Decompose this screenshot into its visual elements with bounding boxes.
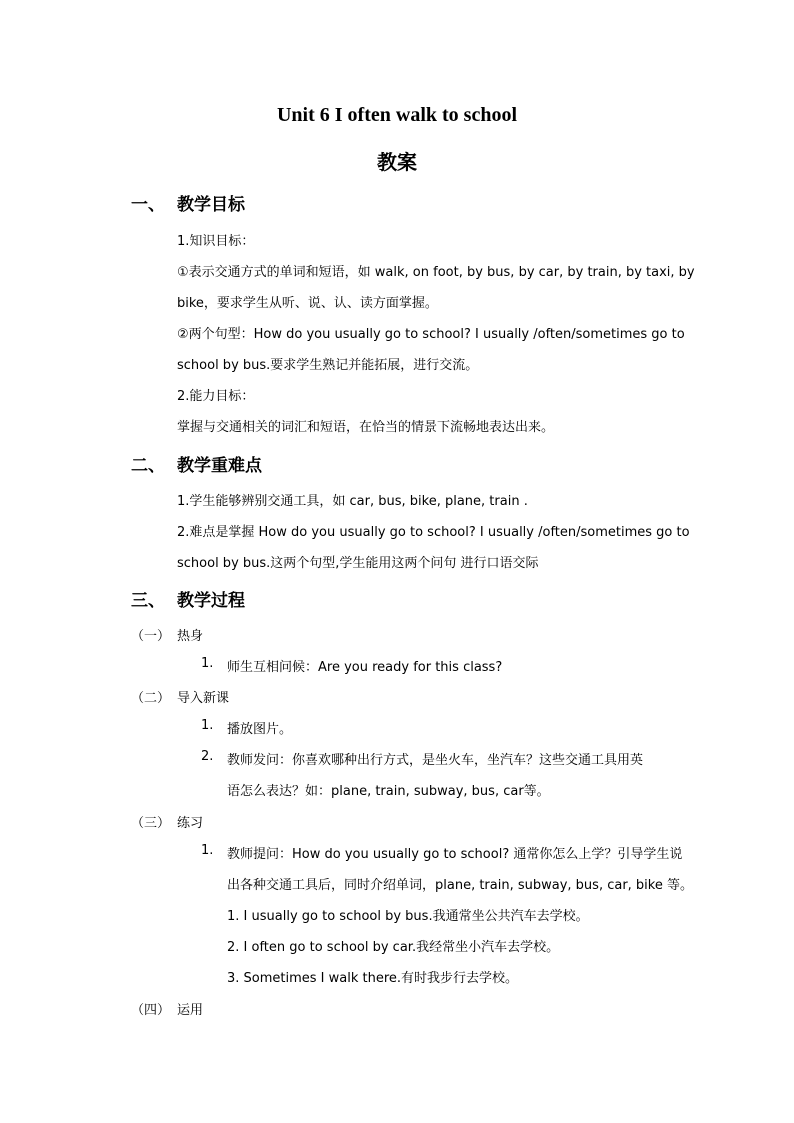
item-number: 1.: [201, 718, 214, 733]
item-text: 播放图片。: [227, 722, 293, 737]
subsection-title: 练习: [177, 816, 204, 831]
paragraph-line: 2.能力目标：: [177, 389, 255, 404]
subsection-title: 运用: [177, 1003, 204, 1018]
section-title: 教学过程: [177, 591, 245, 611]
subsection-warmup: [131, 625, 203, 644]
subsection-application: [131, 999, 203, 1018]
item-number: 1.: [201, 656, 214, 671]
paragraph-line: 1.学生能够辨别交通工具，如 car, bus, bike, plane, train .: [177, 494, 528, 509]
item-text: 教师发问：你喜欢哪种出行方式，是坐火车，坐汽车？这些交通工具用英: [227, 753, 644, 768]
subsection-practice: [131, 812, 203, 831]
item-number: 1.: [201, 843, 214, 858]
subsection-label: （四）: [131, 1003, 171, 1018]
example-sentence: 3. Sometimes I walk there.有时我步行去学校。: [227, 971, 519, 986]
example-sentence: 1. I usually go to school by bus.我通常坐公共汽车去学校。: [227, 909, 589, 924]
subsection-label: （一）: [131, 629, 171, 644]
section-number: 三、: [131, 591, 165, 611]
section-heading-objectives: [131, 190, 245, 215]
item-text: 师生互相问候：Are you ready for this class?: [227, 660, 503, 675]
paragraph-line: 1.知识目标：: [177, 234, 255, 249]
subsection-intro: [131, 687, 229, 706]
paragraph-line: school by bus.这两个句型,学生能用这两个问句 进行口语交际: [177, 556, 539, 571]
subsection-label: （三）: [131, 816, 171, 831]
list-item: [201, 749, 644, 768]
list-item: [201, 718, 293, 737]
paragraph-line: 掌握与交通相关的词汇和短语，在恰当的情景下流畅地表达出来。: [177, 420, 555, 435]
list-item: [201, 843, 683, 862]
subsection-title: 热身: [177, 629, 204, 644]
section-title: 教学重难点: [177, 456, 262, 476]
paragraph-line: school by bus.要求学生熟记并能拓展，进行交流。: [177, 358, 479, 373]
item-text: 教师提问：How do you usually go to school? 通常你怎么上学？引导学生说: [227, 847, 683, 862]
section-number: 二、: [131, 456, 165, 476]
section-heading-process: [131, 586, 245, 611]
paragraph-line: 2.难点是掌握 How do you usually go to school? I usually /often/sometimes go to: [177, 525, 690, 540]
subsection-title: 导入新课: [177, 691, 230, 706]
document-title: Unit 6 I often walk to school: [276, 104, 517, 126]
paragraph-line: 语怎么表达？如：plane, train, subway, bus, car等。: [227, 784, 550, 799]
paragraph-line: 出各种交通工具后，同时介绍单词，plane, train, subway, bus, car, bike 等。: [227, 878, 693, 893]
paragraph-line: bike，要求学生从听、说、认、读方面掌握。: [177, 296, 438, 311]
paragraph-line: ②两个句型：How do you usually go to school? I usually /often/sometimes go to: [177, 327, 685, 342]
subsection-label: （二）: [131, 691, 171, 706]
paragraph-line: ①表示交通方式的单词和短语，如 walk, on foot, by bus, by car, by train, by taxi, by: [177, 265, 695, 280]
example-sentence: 2. I often go to school by car.我经常坐小汽车去学校。: [227, 940, 560, 955]
section-heading-key-points: [131, 451, 262, 476]
document-subtitle: 教案: [377, 152, 417, 174]
section-title: 教学目标: [177, 195, 245, 215]
item-number: 2.: [201, 749, 214, 764]
section-number: 一、: [131, 195, 165, 215]
list-item: [201, 656, 503, 675]
